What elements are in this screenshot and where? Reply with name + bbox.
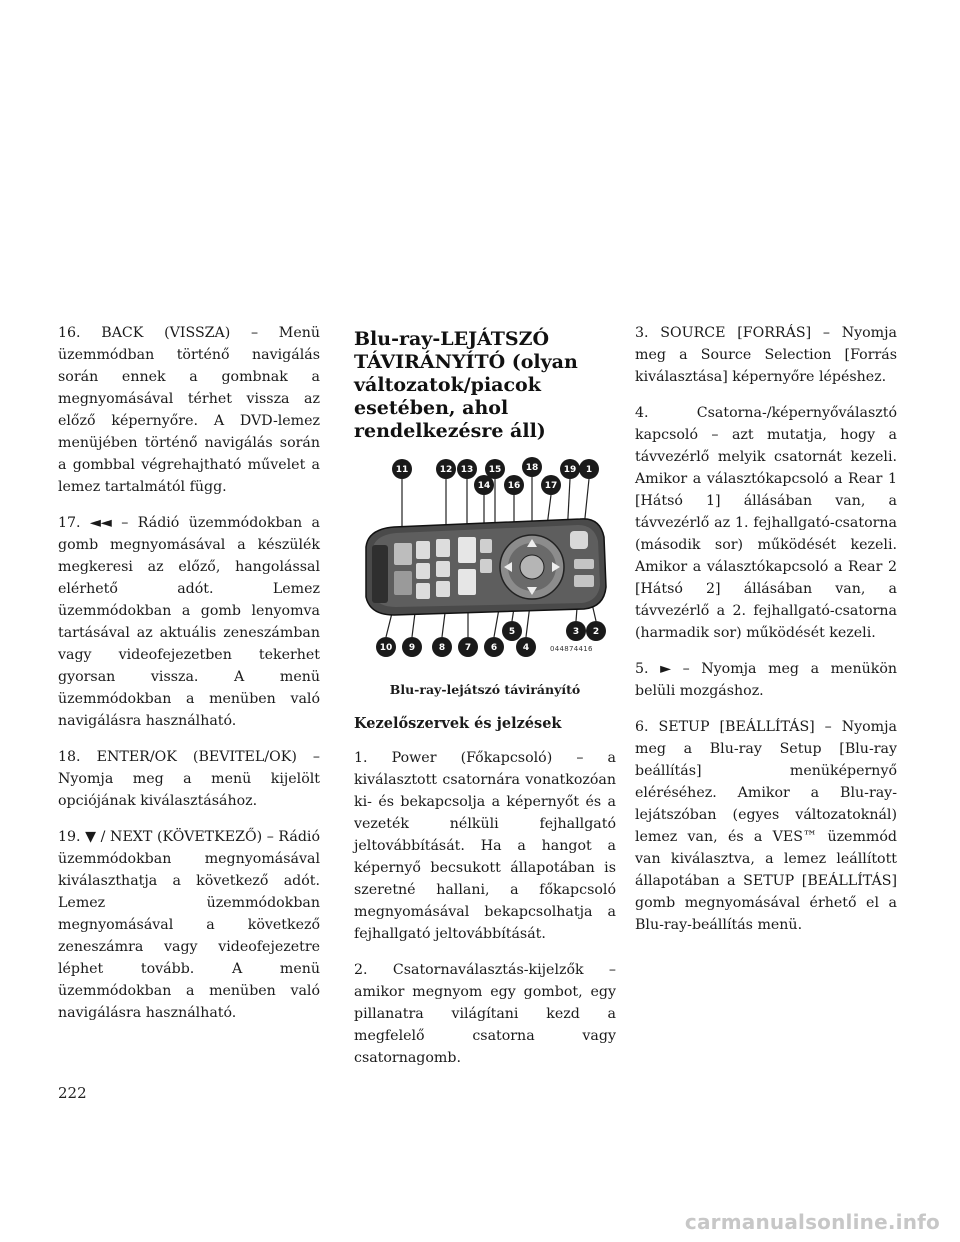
callout-label: 1 bbox=[585, 465, 593, 475]
callout-label: 6 bbox=[490, 643, 498, 653]
callout-label: 16 bbox=[507, 481, 521, 491]
callout-label: 13 bbox=[460, 465, 474, 475]
callout-label: 14 bbox=[477, 481, 491, 491]
text-column-left bbox=[58, 322, 320, 1038]
paragraph-18-enter: 18. ENTER/OK (BEVITEL/OK) – Nyomja meg a menü kijelölt opciójának kiválasztásához. bbox=[58, 749, 320, 809]
callout-label: 2 bbox=[592, 627, 600, 637]
text-column-right bbox=[635, 322, 897, 950]
paragraph-17-rewind: 17. ◄◄ – Rádió üzemmódokban a gomb megnyomásával a készülék megkeresi az előző, hangolással elérhető adót. Lemez üzemmódokban a gomb lenyomva tartásával az aktuális zeneszámban vagy videofejezetben tekerhet gyorsan vissza. A menü üzemmódokban a menüben való navigálásra használható. bbox=[58, 515, 320, 729]
callout-label: 5 bbox=[508, 627, 516, 637]
callout-label: 10 bbox=[379, 643, 393, 653]
paragraph-16-back: 16. BACK (VISSZA) – Menü üzemmódban történő navigálás során ennek a gombnak a megnyomásával térhet vissza az előző képernyőre. A DVD-lemez menüjében történő navigálás során a gombbal végrehajtható művelet a lemez tartalmától függ. bbox=[58, 325, 320, 495]
paragraph-2-channel-indicators: 2. Csatornaválasztás-kijelzők – amikor megnyom egy gombot, egy pillanatra világítani kezd a megfelelő csatorna vagy csatornagomb. bbox=[354, 962, 616, 1066]
paragraph-5-right: 5. ► – Nyomja meg a menükön belüli mozgáshoz. bbox=[635, 661, 897, 699]
figure-caption: Blu-ray-lejátszó távirányító bbox=[389, 682, 581, 697]
remote-control-figure bbox=[354, 455, 616, 673]
callout-label: 4 bbox=[522, 643, 530, 653]
callout-label: 8 bbox=[438, 643, 446, 653]
paragraph-1-power: 1. Power (Főkapcsoló) – a kiválasztott csatornára vonatkozóan ki- és bekapcsolja a képernyőt és a vezeték nélküli fejhallgató jeltovábbítását. Ha a hangot a képernyő becsukott állapotában is szeretné hallani, a főkapcsoló megnyomásával bekapcsolhatja a fejhallgató jeltovábbítását. bbox=[354, 750, 616, 942]
figure-code: 044874416 bbox=[550, 645, 593, 653]
paragraph-3-source: 3. SOURCE [FORRÁS] – Nyomja meg a Source Selection [Forrás kiválasztása] képernyőre lépéshez. bbox=[635, 325, 897, 385]
callout-label: 19 bbox=[563, 465, 577, 475]
remote-control-illustration bbox=[354, 455, 616, 673]
watermark: carmanualsonline.info bbox=[684, 1210, 940, 1234]
text-column-middle bbox=[354, 322, 616, 1083]
callout-label: 11 bbox=[395, 465, 409, 475]
paragraph-19-next: 19. ▼ / NEXT (KÖVETKEZŐ) – Rádió üzemmódokban megnyomásával kiválaszthatja a következő adót. Lemez üzemmódokban megnyomásával a következő zeneszámra vagy videofejezetre léphet tovább. A menü üzemmódokban a menüben való navigálásra használható. bbox=[58, 829, 320, 1021]
callout-label: 9 bbox=[408, 643, 416, 653]
section-heading: Blu-ray-LEJÁTSZÓ TÁVIRÁNYÍTÓ (olyan változatok/piacok esetében, ahol rendelkezésre áll) bbox=[354, 328, 578, 442]
controls-subheading: Kezelőszervek és jelzések bbox=[354, 715, 562, 732]
callout-label: 18 bbox=[525, 463, 539, 473]
callout-label: 17 bbox=[544, 481, 558, 491]
page-number: 222 bbox=[58, 1084, 87, 1102]
callout-label: 15 bbox=[488, 465, 502, 475]
callout-label: 12 bbox=[439, 465, 453, 475]
paragraph-6-setup: 6. SETUP [BEÁLLÍTÁS] – Nyomja meg a Blu-ray Setup [Blu-ray beállítás] menüképernyő eléréséhez. Amikor a Blu-ray-lejátszóban (egyes változatoknál) lemez van, és a VES™ üzemmód van kiválasztva, a lemez leállított állapotában a SETUP [BEÁLLÍTÁS] gomb megnyomásával érhető el a Blu-ray-beállítás menü. bbox=[635, 719, 897, 933]
callout-label: 3 bbox=[572, 627, 580, 637]
paragraph-4-channel-switch: 4. Csatorna-/képernyőválasztó kapcsoló – azt mutatja, hogy a távvezérlő melyik csatornát kezeli. Amikor a választókapcsoló a Rear 1 [Hátsó 1] állásában van, a távvezérlő az 1. fejhallgató-csatorna (második sor) működését kezeli. Amikor a választókapcsoló a Rear 2 [Hátsó 2] állásában van, a távvezérlő a 2. fejhallgató-csatorna (harmadik sor) működését kezeli. bbox=[635, 405, 897, 641]
callout-label: 7 bbox=[464, 643, 472, 653]
